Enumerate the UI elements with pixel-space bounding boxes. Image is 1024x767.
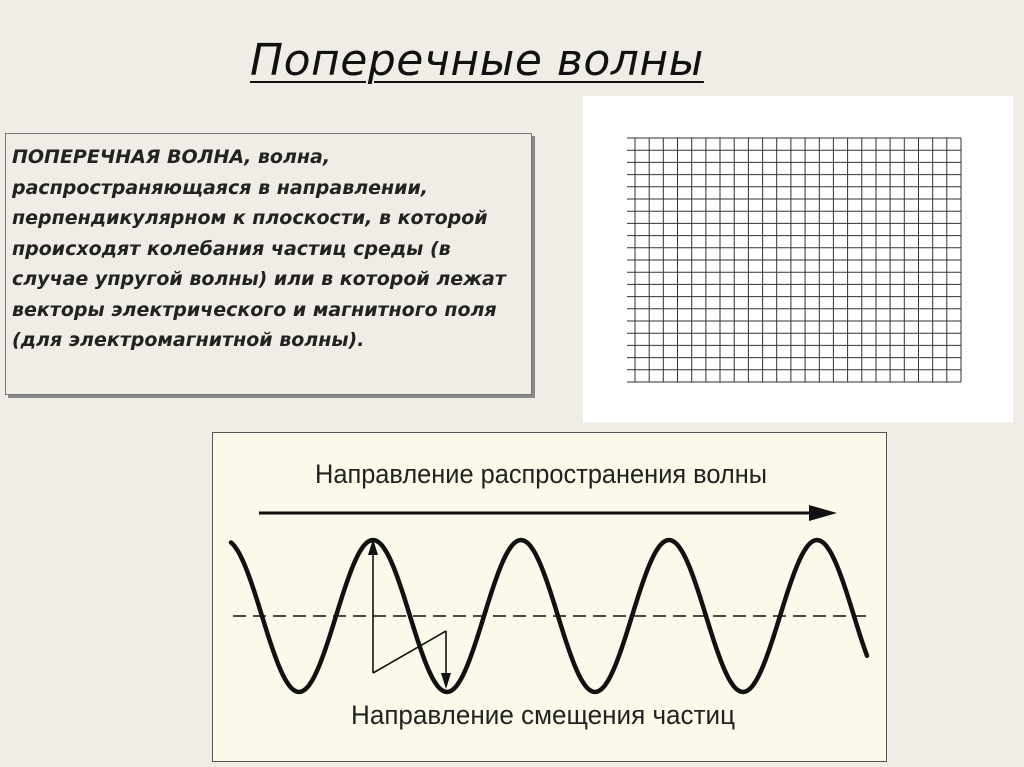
displacement-label: Направление смещения частиц [351, 700, 735, 730]
propagation-label: Направление распространения волны [315, 459, 767, 489]
definition-text [12, 142, 525, 356]
definition-term: ПОПЕРЕЧНАЯ ВОЛНА, [12, 146, 252, 168]
definition-body: волна, распространяющаяся в направлении, перпендикулярном к плоскости, в которой происходят колебания частиц среды (в случае упругой волны) или в которой лежат векторы электрического и магнитного поля (для электромагнитной волны). [12, 146, 506, 351]
definition-box [5, 133, 532, 395]
wave-diagram-svg [213, 433, 886, 761]
displacement-arrow-down-head [441, 673, 451, 689]
displacement-connector [373, 631, 446, 673]
propagation-arrow-head [809, 505, 837, 521]
particle-grid [583, 96, 1013, 422]
slide-title: Поперечные волны [250, 35, 704, 86]
grid-animation-panel [583, 96, 1013, 422]
transverse-wave-curve [231, 540, 867, 692]
wave-diagram [212, 432, 887, 762]
